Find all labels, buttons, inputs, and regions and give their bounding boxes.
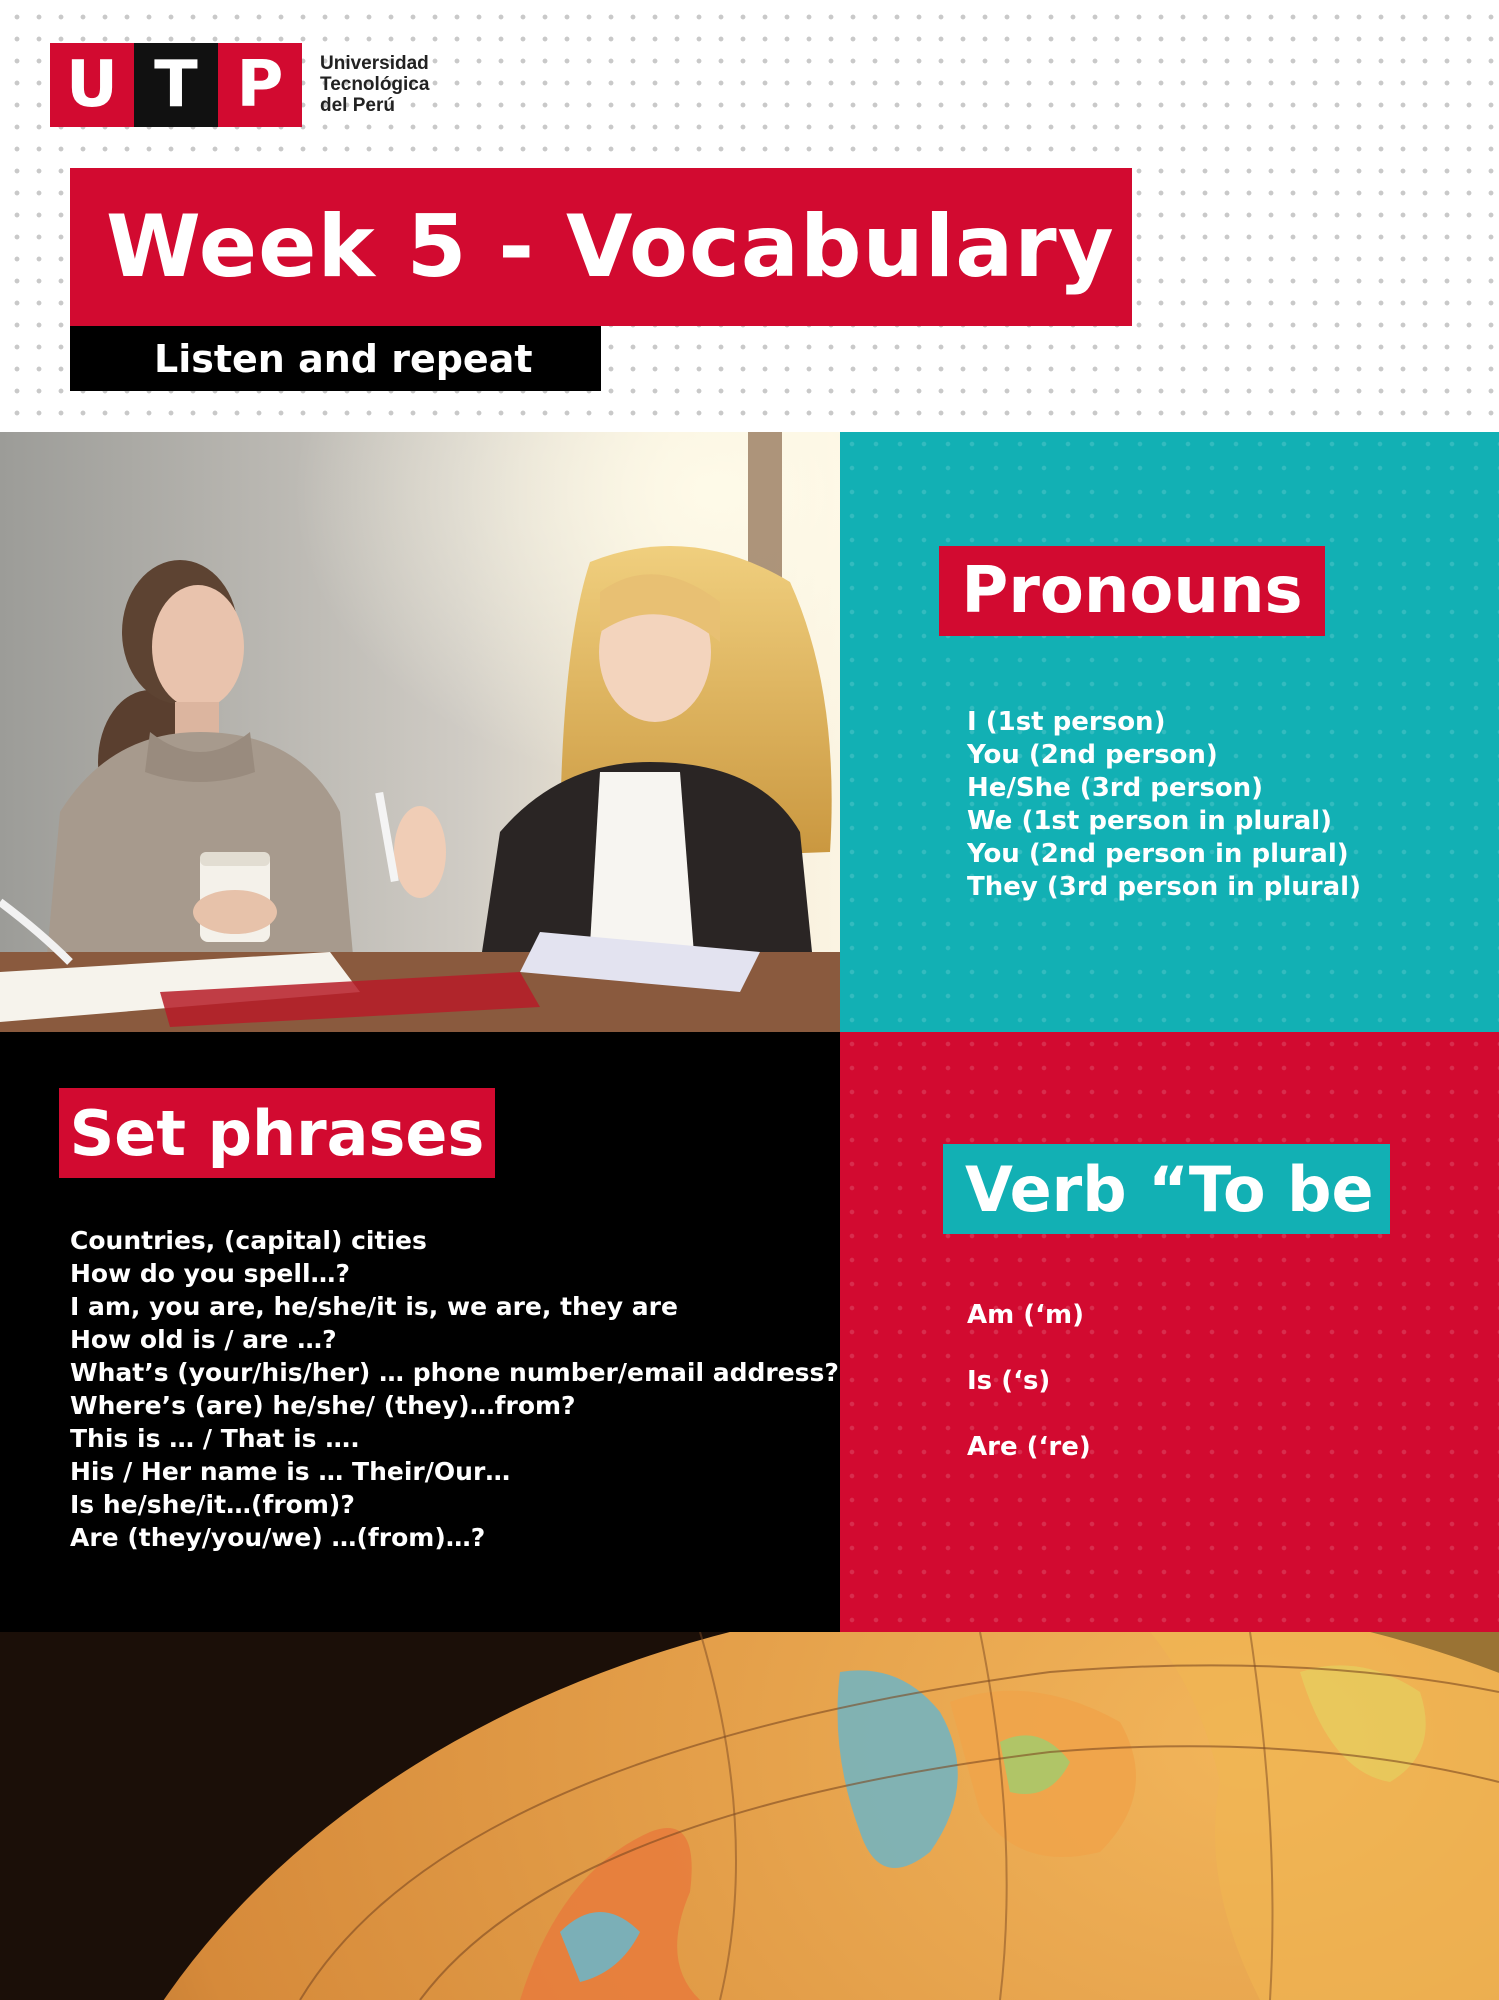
list-item: Are (they/you/we) …(from)…? — [70, 1523, 486, 1552]
subtitle-banner — [70, 326, 601, 391]
list-item: You (2nd person in plural) — [967, 839, 1349, 869]
university-name — [320, 53, 480, 116]
verb-to-be-heading-banner — [943, 1144, 1390, 1234]
university-name-line: del Perú — [320, 95, 395, 116]
list-item: Is (‘s) — [967, 1366, 1051, 1396]
title-banner — [70, 168, 1132, 326]
list-item: How old is / are …? — [70, 1325, 337, 1354]
set-phrases-list — [70, 1224, 839, 1554]
globe-illustration — [0, 1632, 1499, 2000]
list-item: How do you spell…? — [70, 1259, 351, 1288]
list-item: You (2nd person) — [967, 740, 1218, 770]
list-item: Are (‘re) — [967, 1432, 1091, 1462]
university-name-line: Tecnológica — [320, 74, 430, 95]
pronouns-heading: Pronouns — [961, 554, 1303, 628]
globe-photo — [0, 1632, 1499, 2000]
page-subtitle: Listen and repeat — [154, 336, 533, 381]
utp-logo — [50, 43, 303, 127]
list-item: They (3rd person in plural) — [967, 872, 1361, 902]
pronouns-list — [967, 706, 1361, 904]
pronouns-heading-banner — [939, 546, 1325, 636]
pronouns-panel — [840, 432, 1499, 1032]
list-item: I am, you are, he/she/it is, we are, they are — [70, 1292, 678, 1321]
students-photo — [0, 432, 840, 1032]
university-name-line: Universidad — [320, 53, 429, 74]
verb-to-be-list — [967, 1299, 1091, 1497]
set-phrases-heading: Set phrases — [69, 1096, 485, 1170]
list-item: This is … / That is …. — [70, 1424, 360, 1453]
logo-letter-p: P — [218, 43, 302, 127]
list-item: He/She (3rd person) — [967, 773, 1264, 803]
header-section — [0, 0, 1499, 432]
students-photo-illustration — [0, 432, 840, 1032]
verb-to-be-heading: Verb “To be — [965, 1152, 1374, 1226]
set-phrases-panel — [0, 1032, 840, 1632]
list-item: We (1st person in plural) — [967, 806, 1333, 836]
logo-letter-u: U — [50, 43, 134, 127]
list-item: Countries, (capital) cities — [70, 1226, 427, 1255]
list-item: Is he/she/it…(from)? — [70, 1490, 355, 1519]
verb-to-be-panel — [840, 1032, 1499, 1632]
set-phrases-heading-banner — [59, 1088, 495, 1178]
list-item: Am (‘m) — [967, 1300, 1084, 1330]
list-item: His / Her name is … Their/Our… — [70, 1457, 511, 1486]
page-title: Week 5 - Vocabulary — [106, 197, 1115, 297]
logo-letter-t: T — [134, 43, 218, 127]
list-item: What’s (your/his/her) … phone number/email address? — [70, 1358, 839, 1387]
list-item: I (1st person) — [967, 707, 1166, 737]
list-item: Where’s (are) he/she/ (they)…from? — [70, 1391, 576, 1420]
